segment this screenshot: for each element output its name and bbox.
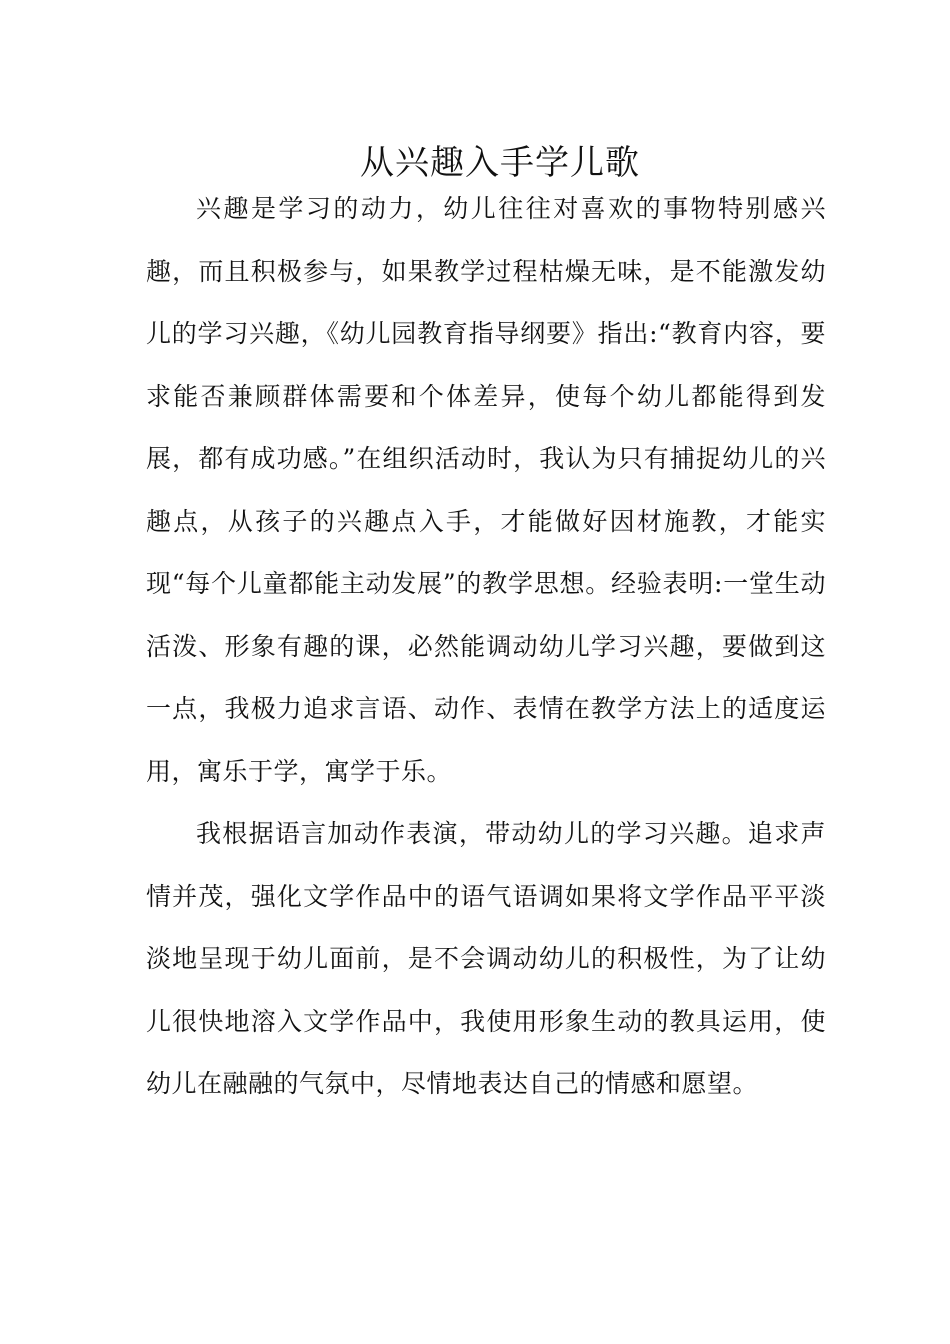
paragraph-1: 兴趣是学习的动力，幼儿往往对喜欢的事物特别感兴趣，而且积极参与，如果教学过程枯燥无味，是不能激发幼儿的学习兴趣，《幼儿园教育指导纲要》指出:“教育内容，要求能否兼顾群体需要和个体差异，使每个幼儿都能得到发展，都有成功感。”在组织活动时，我认为只有捕捉幼儿的兴趣点，从孩子的兴趣点入手，才能做好因材施教，才能实现“每个儿童都能主动发展”的教学思想。经验表明:一堂生动活泼、形象有趣的课，必然能调动幼儿学习兴趣，要做到这一点，我极力追求言语、动作、表情在教学方法上的适度运用，寓乐于学，寓学于乐。 xyxy=(146,194,826,786)
paragraph-2: 我根据语言加动作表演，带动幼儿的学习兴趣。追求声情并茂，强化文学作品中的语气语调如果将文学作品平平淡淡地呈现于幼儿面前，是不会调动幼儿的积极性，为了让幼儿很快地溶入文学作品中，我使用形象生动的教具运用，使幼儿在融融的气氛中，尽情地表达自己的情感和愿望。 xyxy=(146,819,826,1098)
document-title: 从兴趣入手学儿歌 xyxy=(360,143,640,183)
